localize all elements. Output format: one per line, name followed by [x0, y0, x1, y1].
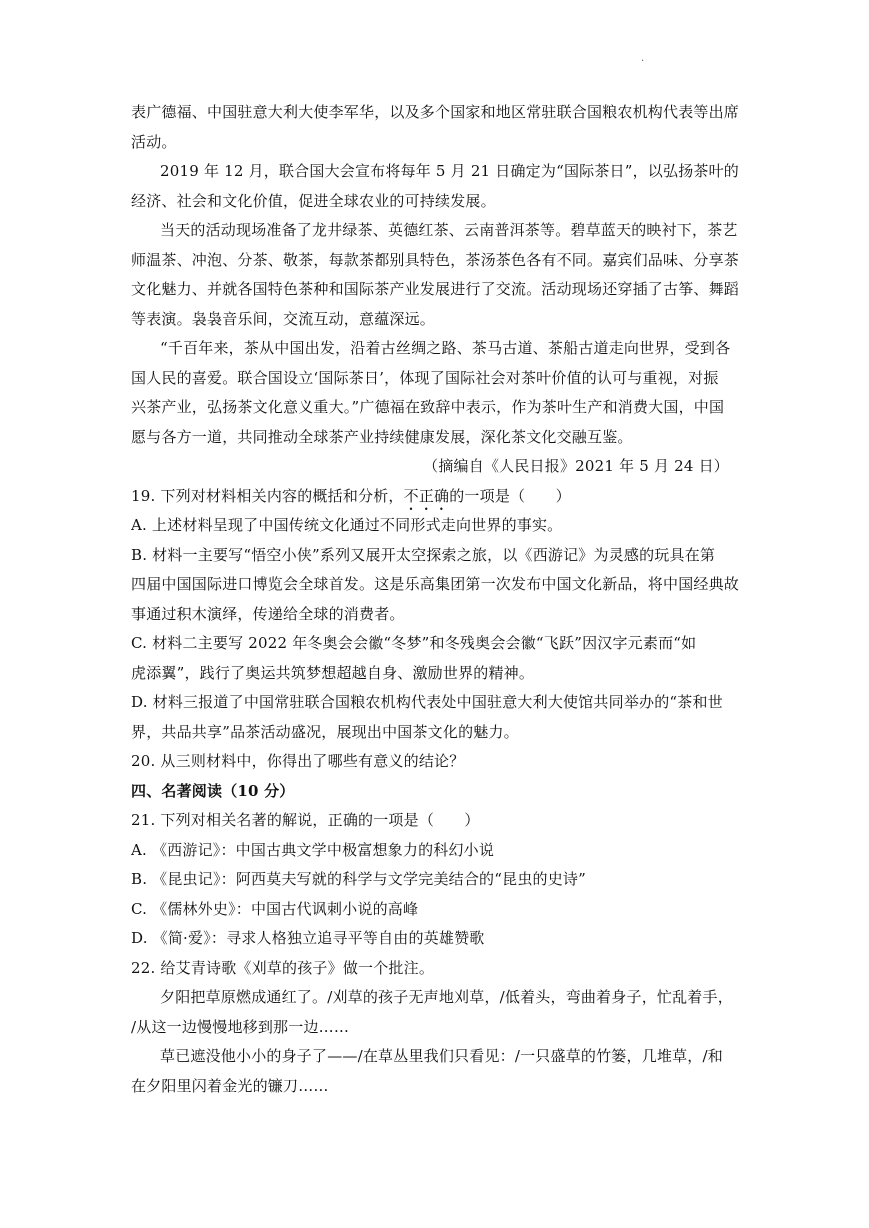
- question-19-option-b-cont: 事通过积木演绎，传递给全球的消费者。: [131, 604, 405, 623]
- poem-line: 在夕阳里闪着金光的镰刀……: [131, 1076, 329, 1095]
- passage-line: 等表演。袅袅音乐间，交流互动，意蕴深远。: [131, 309, 436, 328]
- question-20-stem: 20. 从三则材料中，你得出了哪些有意义的结论？: [131, 752, 465, 770]
- header-dot: .: [641, 53, 645, 64]
- section-4-title: 四、名著阅读（10 分）: [131, 781, 295, 800]
- question-19-option-b: B. 材料一主要写“悟空小侠”系列又展开太空探索之旅，以《西游记》为灵感的玩具在第: [131, 545, 716, 564]
- passage-source: （摘编自《人民日报》2021 年 5 月 24 日）: [423, 457, 729, 475]
- question-19-option-c-cont: 虎添翼”，践行了奥运共筑梦想超越自身、激励世界的精神。: [131, 663, 535, 682]
- question-19-stem-after: 的一项是（ ）: [449, 486, 571, 505]
- passage-line: 兴茶产业，弘扬茶文化意义重大。”广德福在致辞中表示，作为茶叶生产和消费大国，中国: [131, 398, 725, 416]
- question-19-option-c: C. 材料二主要写 2022 年冬奥会会徽“冬梦”和冬残奥会会徽“飞跃”因汉字元素而“如: [131, 634, 697, 652]
- question-19-option-d: D. 材料三报道了中国常驻联合国粮农机构代表处中国驻意大利大使馆共同举办的“茶和世: [131, 693, 723, 711]
- passage-line: 表广德福、中国驻意大利大使李军华，以及多个国家和地区常驻联合国粮农机构代表等出席: [131, 103, 740, 121]
- page-content: [131, 98, 741, 1101]
- passage-line: 愿与各方一道，共同推动全球茶产业持续健康发展，深化茶文化交融互鉴。: [131, 427, 633, 446]
- question-19-emphasis: 不正确: [403, 486, 450, 505]
- question-19-stem: [131, 482, 741, 512]
- question-19-option-d-cont: 界，共品共享”品茶活动盛况，展现出中国茶文化的魅力。: [131, 722, 519, 741]
- question-19-option-a: A. 上述材料呈现了中国传统文化通过不同形式走向世界的事实。: [131, 516, 563, 534]
- passage-line: 当天的活动现场准备了龙井绿茶、英德红茶、云南普洱茶等。碧草蓝天的映衬下，茶艺: [160, 221, 738, 239]
- question-21-option-d: D. 《简·爱》：寻求人格独立追寻平等自由的英雄赞歌: [131, 929, 485, 947]
- question-19-stem-before: 19. 下列对材料相关内容的概括和分析，: [131, 486, 404, 505]
- question-21-stem: 21. 下列对相关名著的解说，正确的一项是（ ）: [131, 811, 480, 829]
- question-21-option-a: A. 《西游记》：中国古典文学中极富想象力的科幻小说: [131, 840, 495, 859]
- passage-line: 文化魅力、并就各国特色茶种和国际茶产业发展进行了交流。活动现场还穿插了古筝、舞蹈: [131, 280, 740, 298]
- passage-line: 2019 年 12 月，联合国大会宣布将每年 5 月 21 日确定为“国际茶日”，以弘扬茶叶的: [160, 162, 740, 180]
- question-19-option-b-cont: 四届中国国际进口博览会全球首发。这是乐高集团第一次发布中国文化新品，将中国经典故: [131, 575, 740, 593]
- question-22-stem: 22. 给艾青诗歌《刈草的孩子》做一个批注。: [131, 958, 435, 977]
- passage-line: “千百年来，茶从中国出发，沿着古丝绸之路、茶马古道、茶船古道走向世界，受到各: [160, 339, 731, 357]
- question-21-option-c: C. 《儒林外史》：中国古代讽刺小说的高峰: [131, 899, 419, 918]
- poem-line: 草已遮没他小小的身子了——/在草丛里我们只看见：/一只盛草的竹篓，几堆草，/和: [160, 1047, 723, 1065]
- passage-line: 师温茶、冲泡、分茶、敬茶，每款茶都别具特色，茶汤茶色各有不同。嘉宾们品味、分享茶: [131, 250, 740, 269]
- poem-line: 夕阳把草原燃成通红了。/刈草的孩子无声地刈草，/低着头，弯曲着身子，忙乱着手，: [160, 988, 733, 1006]
- poem-line: /从这一边慢慢地移到那一边……: [131, 1017, 350, 1036]
- passage-line: 活动。: [131, 132, 177, 151]
- question-21-option-b: B. 《昆虫记》：阿西莫夫写就的科学与文学完美结合的“昆虫的史诗”: [131, 870, 586, 888]
- passage-line: 经济、社会和文化价值，促进全球农业的可持续发展。: [131, 191, 496, 210]
- passage-line: 国人民的喜爱。联合国设立‘国际茶日’，体现了国际社会对茶叶价值的认可与重视，对振: [131, 368, 719, 387]
